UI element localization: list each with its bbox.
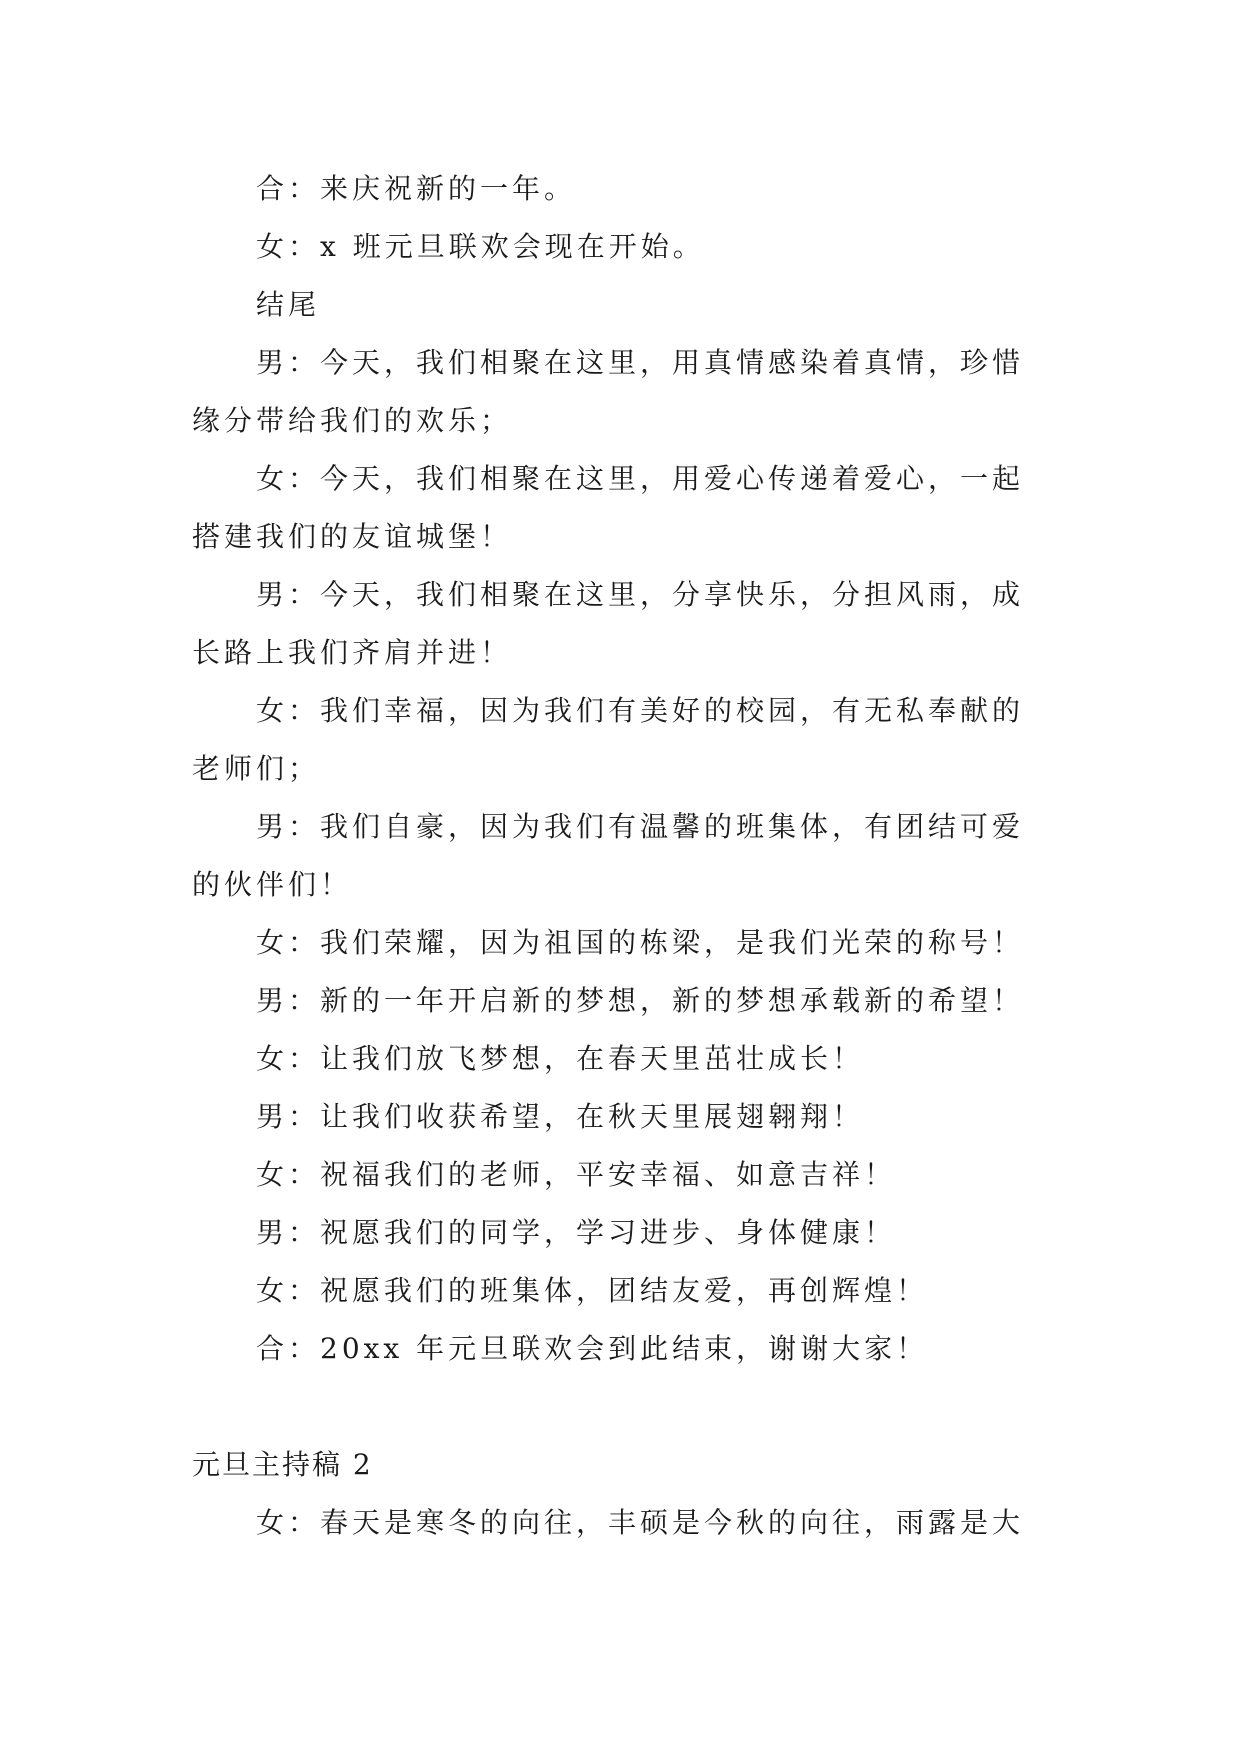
- paragraph: 女：让我们放飞梦想，在春天里茁壮成长！: [256, 1042, 865, 1075]
- paragraph: 女：今天，我们相聚在这里，用爱心传递着爱心，一起搭建我们的友谊城堡！: [192, 462, 1025, 553]
- paragraph: 女：我们幸福，因为我们有美好的校园，有无私奉献的老师们；: [192, 694, 1025, 785]
- paragraph: 女：祝福我们的老师，平安幸福、如意吉祥！: [256, 1158, 897, 1191]
- paragraph: 男：祝愿我们的同学，学习进步、身体健康！: [256, 1216, 897, 1249]
- paragraph: 女：祝愿我们的班集体，团结友爱，再创辉煌！: [256, 1274, 929, 1307]
- paragraph: 男：我们自豪，因为我们有温馨的班集体，有团结可爱的伙伴们！: [192, 810, 1025, 901]
- paragraph: 合：来庆祝新的一年。: [256, 172, 577, 205]
- paragraph: 男：今天，我们相聚在这里，分享快乐，分担风雨，成长路上我们齐肩并进！: [192, 578, 1025, 669]
- document-body: [192, 160, 1050, 1552]
- paragraph: 女：春天是寒冬的向往，丰硕是今秋的向往，雨露是大: [256, 1506, 1025, 1539]
- paragraph: 结尾: [256, 288, 321, 321]
- section-spacer: [192, 1378, 1050, 1436]
- section-heading: 元旦主持稿 2: [192, 1448, 373, 1481]
- paragraph: 女：x 班元旦联欢会现在开始。: [256, 230, 705, 263]
- paragraph: 女：我们荣耀，因为祖国的栋梁，是我们光荣的称号！: [256, 926, 1025, 959]
- paragraph: 合：20xx 年元旦联欢会到此结束，谢谢大家！: [256, 1332, 929, 1365]
- paragraph: 男：让我们收获希望，在秋天里展翅翱翔！: [256, 1100, 865, 1133]
- paragraph: 男：新的一年开启新的梦想，新的梦想承载新的希望！: [256, 984, 1025, 1017]
- paragraph: 男：今天，我们相聚在这里，用真情感染着真情，珍惜缘分带给我们的欢乐；: [192, 346, 1025, 437]
